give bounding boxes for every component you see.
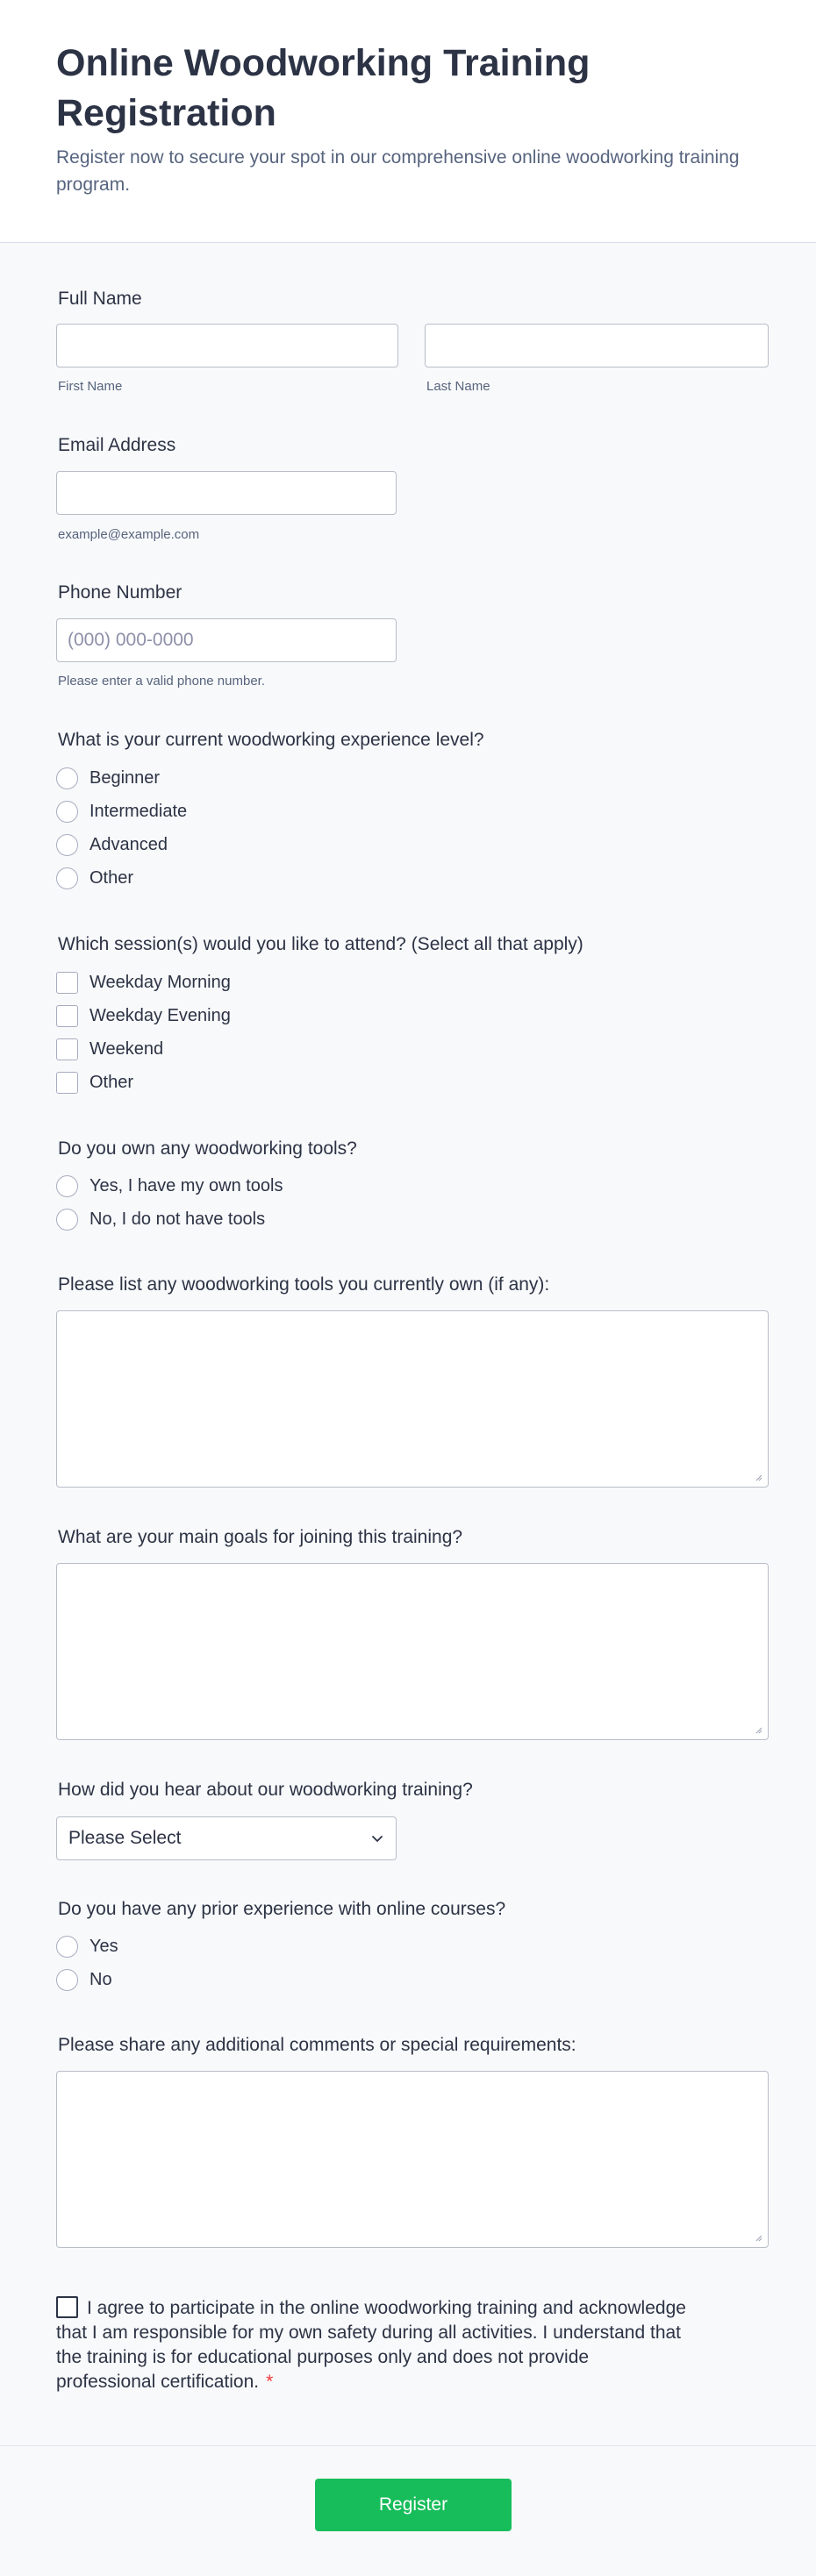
goals-label: What are your main goals for joining this training? bbox=[58, 1527, 463, 1547]
experience-option[interactable] bbox=[56, 832, 168, 857]
tools-owned-option-label: Yes, I have my own tools bbox=[89, 1176, 283, 1195]
email-sublabel: example@example.com bbox=[58, 527, 200, 542]
experience-option-label: Other bbox=[89, 868, 134, 888]
required-asterisk: * bbox=[266, 2372, 274, 2392]
resize-grip-icon[interactable] bbox=[754, 1725, 762, 1734]
online-experience-option-label: No bbox=[89, 1970, 112, 1989]
first-name-sublabel: First Name bbox=[58, 379, 123, 394]
email-input[interactable] bbox=[56, 471, 397, 515]
session-option-label: Weekday Evening bbox=[89, 1006, 231, 1025]
experience-option[interactable] bbox=[56, 866, 133, 890]
referral-selected-value: Please Select bbox=[68, 1828, 182, 1848]
tools-list-label: Please list any woodworking tools you currently own (if any): bbox=[58, 1274, 550, 1295]
radio-button[interactable] bbox=[56, 767, 78, 789]
radio-button[interactable] bbox=[56, 1175, 78, 1197]
session-option[interactable] bbox=[56, 1070, 133, 1095]
comments-textarea[interactable] bbox=[56, 2071, 769, 2248]
phone-input[interactable] bbox=[56, 618, 397, 662]
experience-option-label: Advanced bbox=[89, 835, 168, 854]
tools-list-textarea[interactable] bbox=[56, 1310, 769, 1488]
tools-owned-option-label: No, I do not have tools bbox=[89, 1210, 266, 1229]
checkbox[interactable] bbox=[56, 1072, 78, 1094]
agreement-text: I agree to participate in the online woodworking training and acknowledge that I am responsible for my own safety during all activities. I understand that the training is for educational purposes only and does not provide professional certification. bbox=[56, 2298, 686, 2392]
page-title: Online Woodworking Training Registration bbox=[56, 42, 591, 134]
online-experience-option[interactable] bbox=[56, 1967, 112, 1992]
last-name-sublabel: Last Name bbox=[426, 379, 490, 394]
full-name-label: Full Name bbox=[58, 289, 142, 309]
online-experience-option[interactable] bbox=[56, 1934, 118, 1959]
email-label: Email Address bbox=[58, 435, 176, 455]
first-name-input[interactable] bbox=[56, 324, 398, 367]
resize-grip-icon[interactable] bbox=[754, 1473, 762, 1481]
comments-label: Please share any additional comments or special requirements: bbox=[58, 2035, 576, 2055]
session-option-label: Weekend bbox=[89, 1039, 164, 1059]
register-button[interactable]: Register bbox=[315, 2479, 512, 2531]
last-name-input[interactable] bbox=[425, 324, 769, 367]
experience-option[interactable] bbox=[56, 799, 187, 824]
phone-sublabel: Please enter a valid phone number. bbox=[58, 674, 265, 689]
radio-button[interactable] bbox=[56, 867, 78, 889]
chevron-down-icon bbox=[370, 1831, 384, 1845]
page-subtitle: Register now to secure your spot in our comprehensive online woodworking training program. bbox=[56, 147, 740, 195]
session-option-label: Other bbox=[89, 1073, 134, 1092]
experience-option-label: Intermediate bbox=[89, 802, 188, 821]
tools-owned-option[interactable] bbox=[56, 1207, 265, 1231]
tools-owned-option[interactable] bbox=[56, 1174, 283, 1198]
goals-textarea[interactable] bbox=[56, 1563, 769, 1740]
agreement-block bbox=[56, 2296, 688, 2394]
resize-grip-icon[interactable] bbox=[754, 2233, 762, 2242]
tools-owned-label: Do you own any woodworking tools? bbox=[58, 1138, 357, 1159]
session-option[interactable] bbox=[56, 1003, 231, 1028]
checkbox[interactable] bbox=[56, 1005, 78, 1027]
session-option[interactable] bbox=[56, 970, 231, 995]
radio-button[interactable] bbox=[56, 801, 78, 823]
experience-option-label: Beginner bbox=[89, 768, 161, 788]
session-option-label: Weekday Morning bbox=[89, 973, 231, 992]
phone-label: Phone Number bbox=[58, 582, 183, 603]
radio-button[interactable] bbox=[56, 1969, 78, 1991]
radio-button[interactable] bbox=[56, 1209, 78, 1231]
checkbox[interactable] bbox=[56, 1038, 78, 1060]
form-header bbox=[0, 0, 816, 243]
online-experience-label: Do you have any prior experience with online courses? bbox=[58, 1899, 506, 1919]
online-experience-option-label: Yes bbox=[89, 1937, 118, 1956]
session-option[interactable] bbox=[56, 1037, 163, 1061]
radio-button[interactable] bbox=[56, 834, 78, 856]
radio-button[interactable] bbox=[56, 1936, 78, 1958]
referral-select[interactable] bbox=[56, 1816, 397, 1860]
checkbox[interactable] bbox=[56, 972, 78, 994]
referral-label: How did you hear about our woodworking training? bbox=[58, 1780, 473, 1800]
experience-option[interactable] bbox=[56, 766, 160, 790]
sessions-label: Which session(s) would you like to attend? (Select all that apply) bbox=[58, 934, 583, 954]
experience-label: What is your current woodworking experience level? bbox=[58, 730, 484, 750]
agreement-checkbox[interactable] bbox=[56, 2296, 78, 2318]
